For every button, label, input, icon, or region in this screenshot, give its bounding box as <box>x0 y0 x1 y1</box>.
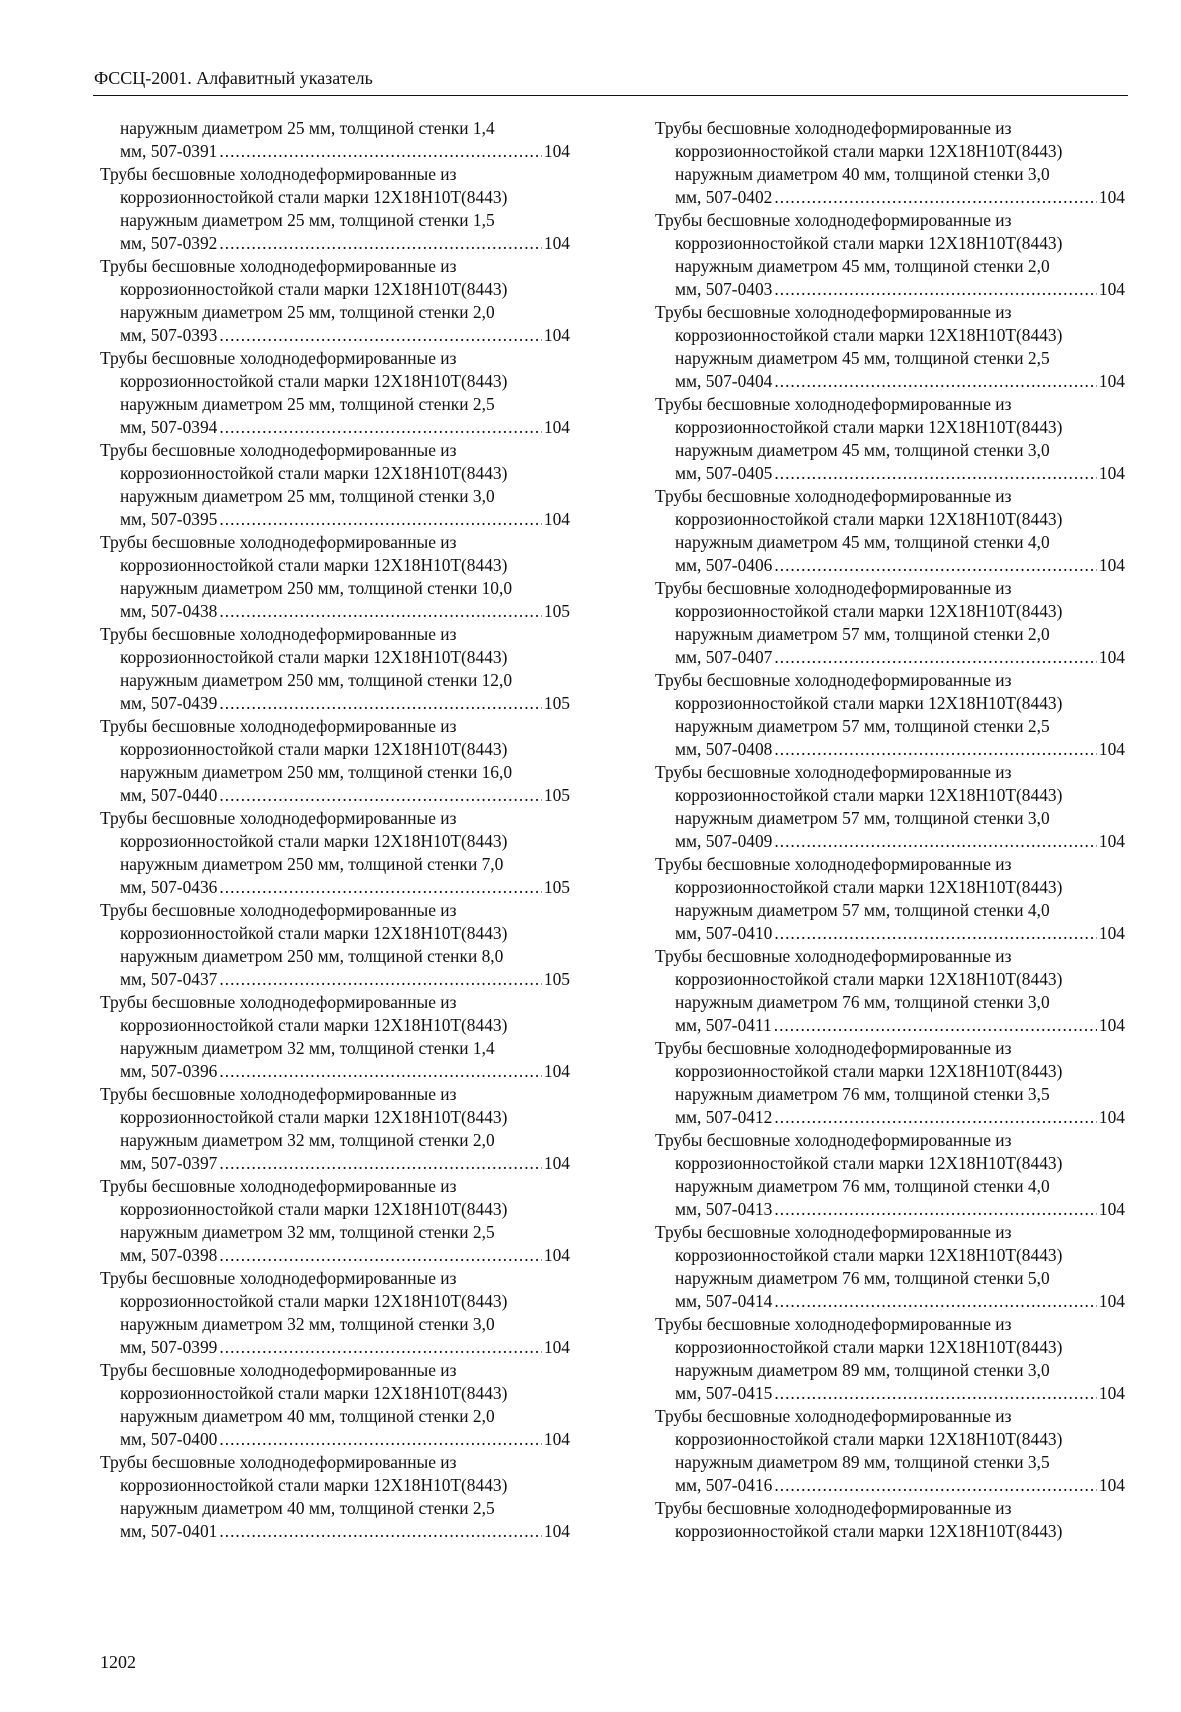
entry-text-line: коррозионностойкой стали марки 12Х18Н10Т(8443) <box>120 1475 508 1495</box>
entry-text-line: наружным диаметром 25 мм, толщиной стенки 1,5 <box>120 210 495 230</box>
entry-reference-line <box>100 1244 570 1267</box>
entry-reference-line <box>100 968 570 991</box>
dot-leader <box>774 462 1097 485</box>
entry-page-ref: 104 <box>543 1245 570 1265</box>
index-entry <box>100 531 570 623</box>
entry-page-ref: 105 <box>543 601 570 621</box>
entry-page-ref: 104 <box>1098 1475 1125 1495</box>
entry-text-line: коррозионностойкой стали марки 12Х18Н10Т(8443) <box>675 1061 1063 1081</box>
index-entry <box>655 1037 1125 1129</box>
entry-text-line: Трубы бесшовные холоднодеформированные из <box>655 1406 1012 1426</box>
dot-leader <box>774 1290 1097 1313</box>
entry-code: мм, 507-0401 <box>120 1521 218 1541</box>
entry-text-line: коррозионностойкой стали марки 12Х18Н10Т(8443) <box>120 1199 508 1219</box>
entry-text-line: наружным диаметром 32 мм, толщиной стенки 3,0 <box>120 1314 495 1334</box>
dot-leader <box>219 968 542 991</box>
entry-page-ref: 104 <box>543 1429 570 1449</box>
entry-text-line: Трубы бесшовные холоднодеформированные из <box>655 946 1012 966</box>
entry-page-ref: 104 <box>543 141 570 161</box>
entry-page-ref: 104 <box>543 1153 570 1173</box>
entry-reference-line <box>100 876 570 899</box>
entry-page-ref: 104 <box>1098 187 1125 207</box>
index-entry <box>100 1267 570 1359</box>
entry-code: мм, 507-0440 <box>120 785 218 805</box>
entry-text-line: Трубы бесшовные холоднодеформированные из <box>100 532 457 552</box>
index-entry <box>100 899 570 991</box>
index-entry <box>100 439 570 531</box>
entry-text-line: Трубы бесшовные холоднодеформированные из <box>100 624 457 644</box>
entry-text-line: наружным диаметром 25 мм, толщиной стенки 2,5 <box>120 394 495 414</box>
entry-text-line: наружным диаметром 250 мм, толщиной стенки 7,0 <box>120 854 504 874</box>
entry-code: мм, 507-0391 <box>120 141 218 161</box>
entry-text-line: наружным диаметром 40 мм, толщиной стенки 3,0 <box>675 164 1050 184</box>
entry-reference-line <box>100 232 570 255</box>
entry-code: мм, 507-0396 <box>120 1061 218 1081</box>
entry-reference-line <box>100 1060 570 1083</box>
entry-code: мм, 507-0436 <box>120 877 218 897</box>
dot-leader <box>774 922 1097 945</box>
entry-text-line: Трубы бесшовные холоднодеформированные из <box>100 1268 457 1288</box>
index-entry <box>655 1405 1125 1497</box>
entry-code: мм, 507-0398 <box>120 1245 218 1265</box>
dot-leader <box>774 370 1097 393</box>
entry-code: мм, 507-0394 <box>120 417 218 437</box>
entry-reference-line <box>655 1474 1125 1497</box>
entry-text-line: наружным диаметром 45 мм, толщиной стенки 2,5 <box>675 348 1050 368</box>
entry-text-line: коррозионностойкой стали марки 12Х18Н10Т(8443) <box>675 233 1063 253</box>
entry-text-line: коррозионностойкой стали марки 12Х18Н10Т(8443) <box>675 969 1063 989</box>
entry-text-line: наружным диаметром 250 мм, толщиной стенки 8,0 <box>120 946 504 966</box>
entry-page-ref: 104 <box>1098 1291 1125 1311</box>
entry-text-line: Трубы бесшовные холоднодеформированные из <box>655 670 1012 690</box>
index-entry <box>655 301 1125 393</box>
entry-text-line: коррозионностойкой стали марки 12Х18Н10Т(8443) <box>120 187 508 207</box>
entry-page-ref: 104 <box>543 509 570 529</box>
entry-text-line: наружным диаметром 89 мм, толщиной стенки 3,0 <box>675 1360 1050 1380</box>
entry-text-line: наружным диаметром 40 мм, толщиной стенки 2,5 <box>120 1498 495 1518</box>
entry-reference-line <box>100 1520 570 1543</box>
entry-text-line: Трубы бесшовные холоднодеформированные из <box>655 1038 1012 1058</box>
entry-reference-line <box>655 554 1125 577</box>
entry-page-ref: 104 <box>1098 555 1125 575</box>
entry-page-ref: 104 <box>1098 371 1125 391</box>
dot-leader <box>774 830 1097 853</box>
entry-code: мм, 507-0403 <box>675 279 773 299</box>
entry-reference-line <box>655 922 1125 945</box>
entry-text-line: Трубы бесшовные холоднодеформированные из <box>655 118 1012 138</box>
dot-leader <box>219 1152 542 1175</box>
entry-reference-line <box>655 1198 1125 1221</box>
entry-reference-line <box>655 1290 1125 1313</box>
entry-text-line: коррозионностойкой стали марки 12Х18Н10Т(8443) <box>675 1245 1063 1265</box>
entry-text-line: Трубы бесшовные холоднодеформированные из <box>100 256 457 276</box>
entry-reference-line <box>655 646 1125 669</box>
entry-text-line: Трубы бесшовные холоднодеформированные из <box>100 1084 457 1104</box>
index-entry <box>655 117 1125 209</box>
entry-page-ref: 104 <box>543 417 570 437</box>
entry-text-line: наружным диаметром 32 мм, толщиной стенки 2,0 <box>120 1130 495 1150</box>
index-entry <box>655 209 1125 301</box>
entry-text-line: Трубы бесшовные холоднодеформированные из <box>655 1314 1012 1334</box>
entry-text-line: коррозионностойкой стали марки 12Х18Н10Т(8443) <box>120 371 508 391</box>
index-entry <box>100 1175 570 1267</box>
entry-code: мм, 507-0405 <box>675 463 773 483</box>
entry-code: мм, 507-0412 <box>675 1107 773 1127</box>
entry-text-line: наружным диаметром 76 мм, толщиной стенки 4,0 <box>675 1176 1050 1196</box>
index-entry <box>655 761 1125 853</box>
index-entry <box>100 347 570 439</box>
entry-page-ref: 104 <box>543 1337 570 1357</box>
entry-text-line: наружным диаметром 57 мм, толщиной стенки 2,5 <box>675 716 1050 736</box>
dot-leader <box>219 1244 542 1267</box>
dot-leader <box>219 140 542 163</box>
page-number: 1202 <box>100 1652 136 1672</box>
dot-leader <box>219 784 542 807</box>
entry-text-line: коррозионностойкой стали марки 12Х18Н10Т(8443) <box>120 279 508 299</box>
entry-text-line: наружным диаметром 250 мм, толщиной стенки 12,0 <box>120 670 513 690</box>
entry-text-line: Трубы бесшовные холоднодеформированные из <box>100 1176 457 1196</box>
entry-reference-line <box>100 600 570 623</box>
entry-text-line: коррозионностойкой стали марки 12Х18Н10Т(8443) <box>120 647 508 667</box>
entry-code: мм, 507-0399 <box>120 1337 218 1357</box>
entry-page-ref: 104 <box>543 1061 570 1081</box>
entry-text-line: коррозионностойкой стали марки 12Х18Н10Т(8443) <box>675 141 1063 161</box>
entry-reference-line <box>655 462 1125 485</box>
entry-text-line: Трубы бесшовные холоднодеформированные из <box>655 1498 1012 1518</box>
dot-leader <box>774 1014 1097 1037</box>
entry-reference-line <box>655 830 1125 853</box>
index-entry <box>100 991 570 1083</box>
entry-text-line: Трубы бесшовные холоднодеформированные из <box>655 1222 1012 1242</box>
entry-text-line: коррозионностойкой стали марки 12Х18Н10Т(8443) <box>675 1521 1063 1541</box>
index-entry <box>100 715 570 807</box>
entry-code: мм, 507-0410 <box>675 923 773 943</box>
dot-leader <box>219 1060 542 1083</box>
entry-text-line: Трубы бесшовные холоднодеформированные из <box>655 302 1012 322</box>
entry-code: мм, 507-0437 <box>120 969 218 989</box>
entry-text-line: коррозионностойкой стали марки 12Х18Н10Т(8443) <box>120 1015 508 1035</box>
entry-page-ref: 104 <box>1098 739 1125 759</box>
entry-code: мм, 507-0439 <box>120 693 218 713</box>
entry-text-line: наружным диаметром 45 мм, толщиной стенки 4,0 <box>675 532 1050 552</box>
entry-text-line: наружным диаметром 45 мм, толщиной стенки 3,0 <box>675 440 1050 460</box>
dot-leader <box>219 416 542 439</box>
entry-text-line: Трубы бесшовные холоднодеформированные из <box>655 210 1012 230</box>
entry-reference-line <box>100 140 570 163</box>
entry-text-line: Трубы бесшовные холоднодеформированные из <box>100 1452 457 1472</box>
entry-code: мм, 507-0400 <box>120 1429 218 1449</box>
entry-code: мм, 507-0392 <box>120 233 218 253</box>
entry-text-line: наружным диаметром 25 мм, толщиной стенки 1,4 <box>120 118 495 138</box>
entry-reference-line <box>655 1106 1125 1129</box>
index-entry <box>655 485 1125 577</box>
dot-leader <box>219 232 542 255</box>
entry-text-line: Трубы бесшовные холоднодеформированные из <box>100 348 457 368</box>
index-entry <box>655 1129 1125 1221</box>
index-entry <box>655 853 1125 945</box>
entry-reference-line <box>655 1382 1125 1405</box>
entry-reference-line <box>655 278 1125 301</box>
entry-page-ref: 104 <box>543 325 570 345</box>
index-entry <box>655 393 1125 485</box>
entry-text-line: коррозионностойкой стали марки 12Х18Н10Т(8443) <box>675 693 1063 713</box>
entry-page-ref: 105 <box>543 877 570 897</box>
running-header <box>93 66 1128 96</box>
entry-text-line: Трубы бесшовные холоднодеформированные из <box>100 716 457 736</box>
entry-text-line: коррозионностойкой стали марки 12Х18Н10Т(8443) <box>120 555 508 575</box>
entry-code: мм, 507-0404 <box>675 371 773 391</box>
entry-code: мм, 507-0406 <box>675 555 773 575</box>
entry-reference-line <box>100 324 570 347</box>
entry-code: мм, 507-0411 <box>675 1015 772 1035</box>
entry-page-ref: 104 <box>1098 1015 1125 1035</box>
entry-text-line: наружным диаметром 76 мм, толщиной стенки 5,0 <box>675 1268 1050 1288</box>
entry-page-ref: 104 <box>1098 1107 1125 1127</box>
entry-text-line: наружным диаметром 76 мм, толщиной стенки 3,5 <box>675 1084 1050 1104</box>
dot-leader <box>219 324 542 347</box>
entry-page-ref: 104 <box>543 1521 570 1541</box>
entry-reference-line <box>655 186 1125 209</box>
entry-text-line: коррозионностойкой стали марки 12Х18Н10Т(8443) <box>120 1291 508 1311</box>
entry-code: мм, 507-0407 <box>675 647 773 667</box>
entry-text-line: наружным диаметром 57 мм, толщиной стенки 4,0 <box>675 900 1050 920</box>
entry-text-line: Трубы бесшовные холоднодеформированные из <box>100 900 457 920</box>
dot-leader <box>774 554 1097 577</box>
entry-page-ref: 104 <box>1098 647 1125 667</box>
index-entry <box>100 163 570 255</box>
entry-reference-line <box>100 508 570 531</box>
entry-page-ref: 105 <box>543 785 570 805</box>
entry-text-line: наружным диаметром 25 мм, толщиной стенки 2,0 <box>120 302 495 322</box>
entry-reference-line <box>100 1152 570 1175</box>
entry-text-line: коррозионностойкой стали марки 12Х18Н10Т(8443) <box>675 325 1063 345</box>
entry-text-line: Трубы бесшовные холоднодеформированные из <box>100 440 457 460</box>
entry-page-ref: 104 <box>1098 463 1125 483</box>
entry-text-line: наружным диаметром 57 мм, толщиной стенки 2,0 <box>675 624 1050 644</box>
entry-code: мм, 507-0409 <box>675 831 773 851</box>
entry-text-line: наружным диаметром 25 мм, толщиной стенки 3,0 <box>120 486 495 506</box>
dot-leader <box>774 186 1097 209</box>
index-entry <box>655 945 1125 1037</box>
entry-code: мм, 507-0415 <box>675 1383 773 1403</box>
dot-leader <box>219 876 542 899</box>
entry-page-ref: 104 <box>1098 923 1125 943</box>
entry-text-line: наружным диаметром 250 мм, толщиной стенки 16,0 <box>120 762 513 782</box>
entry-text-line: Трубы бесшовные холоднодеформированные из <box>655 578 1012 598</box>
index-entry <box>655 669 1125 761</box>
index-entry <box>655 577 1125 669</box>
entry-text-line: наружным диаметром 76 мм, толщиной стенки 3,0 <box>675 992 1050 1012</box>
index-column-left <box>100 117 570 1543</box>
dot-leader <box>774 1382 1097 1405</box>
index-entry <box>655 1497 1125 1543</box>
index-entry <box>100 117 570 163</box>
entry-text-line: Трубы бесшовные холоднодеформированные из <box>100 1360 457 1380</box>
dot-leader <box>219 1428 542 1451</box>
entry-text-line: коррозионностойкой стали марки 12Х18Н10Т(8443) <box>675 1429 1063 1449</box>
entry-text-line: коррозионностойкой стали марки 12Х18Н10Т(8443) <box>675 509 1063 529</box>
entry-text-line: коррозионностойкой стали марки 12Х18Н10Т(8443) <box>120 831 508 851</box>
index-entry <box>100 255 570 347</box>
index-entry <box>100 1451 570 1543</box>
entry-code: мм, 507-0393 <box>120 325 218 345</box>
entry-code: мм, 507-0414 <box>675 1291 773 1311</box>
index-entry <box>100 1083 570 1175</box>
dot-leader <box>219 1336 542 1359</box>
entry-code: мм, 507-0402 <box>675 187 773 207</box>
index-entry <box>100 623 570 715</box>
header-title: ФССЦ-2001. Алфавитный указатель <box>94 68 373 88</box>
entry-text-line: коррозионностойкой стали марки 12Х18Н10Т(8443) <box>675 1153 1063 1173</box>
entry-text-line: наружным диаметром 45 мм, толщиной стенки 2,0 <box>675 256 1050 276</box>
entry-text-line: Трубы бесшовные холоднодеформированные из <box>655 486 1012 506</box>
dot-leader <box>774 738 1097 761</box>
entry-text-line: коррозионностойкой стали марки 12Х18Н10Т(8443) <box>675 877 1063 897</box>
entry-text-line: коррозионностойкой стали марки 12Х18Н10Т(8443) <box>120 1383 508 1403</box>
entry-page-ref: 104 <box>1098 279 1125 299</box>
entry-text-line: Трубы бесшовные холоднодеформированные из <box>655 1130 1012 1150</box>
entry-text-line: коррозионностойкой стали марки 12Х18Н10Т(8443) <box>120 1107 508 1127</box>
index-column-right <box>655 117 1125 1543</box>
index-entry <box>100 807 570 899</box>
index-entry <box>100 1359 570 1451</box>
entry-page-ref: 104 <box>1098 1199 1125 1219</box>
entry-text-line: Трубы бесшовные холоднодеформированные из <box>655 762 1012 782</box>
dot-leader <box>219 1520 542 1543</box>
entry-text-line: коррозионностойкой стали марки 12Х18Н10Т(8443) <box>120 463 508 483</box>
index-entry <box>655 1221 1125 1313</box>
dot-leader <box>774 1106 1097 1129</box>
entry-reference-line <box>100 784 570 807</box>
index-entry <box>655 1313 1125 1405</box>
dot-leader <box>219 600 542 623</box>
dot-leader <box>219 692 542 715</box>
entry-text-line: коррозионностойкой стали марки 12Х18Н10Т(8443) <box>120 739 508 759</box>
entry-page-ref: 104 <box>1098 831 1125 851</box>
entry-text-line: наружным диаметром 40 мм, толщиной стенки 2,0 <box>120 1406 495 1426</box>
entry-reference-line <box>100 692 570 715</box>
dot-leader <box>774 278 1097 301</box>
entry-reference-line <box>655 1014 1125 1037</box>
dot-leader <box>219 508 542 531</box>
entry-code: мм, 507-0438 <box>120 601 218 621</box>
dot-leader <box>774 1474 1097 1497</box>
entry-page-ref: 104 <box>1098 1383 1125 1403</box>
entry-text-line: наружным диаметром 32 мм, толщиной стенки 2,5 <box>120 1222 495 1242</box>
entry-reference-line <box>655 738 1125 761</box>
entry-text-line: Трубы бесшовные холоднодеформированные из <box>100 808 457 828</box>
entry-reference-line <box>100 1428 570 1451</box>
entry-text-line: Трубы бесшовные холоднодеформированные из <box>100 992 457 1012</box>
entry-text-line: наружным диаметром 32 мм, толщиной стенки 1,4 <box>120 1038 495 1058</box>
entry-reference-line <box>655 370 1125 393</box>
entry-text-line: наружным диаметром 250 мм, толщиной стенки 10,0 <box>120 578 513 598</box>
entry-text-line: коррозионностойкой стали марки 12Х18Н10Т(8443) <box>675 1337 1063 1357</box>
entry-reference-line <box>100 416 570 439</box>
entry-reference-line <box>100 1336 570 1359</box>
dot-leader <box>774 646 1097 669</box>
entry-code: мм, 507-0408 <box>675 739 773 759</box>
entry-page-ref: 105 <box>543 969 570 989</box>
entry-text-line: наружным диаметром 89 мм, толщиной стенки 3,5 <box>675 1452 1050 1472</box>
entry-text-line: Трубы бесшовные холоднодеформированные из <box>655 394 1012 414</box>
entry-code: мм, 507-0395 <box>120 509 218 529</box>
entry-text-line: коррозионностойкой стали марки 12Х18Н10Т(8443) <box>120 923 508 943</box>
entry-text-line: Трубы бесшовные холоднодеформированные из <box>655 854 1012 874</box>
dot-leader <box>774 1198 1097 1221</box>
entry-text-line: коррозионностойкой стали марки 12Х18Н10Т(8443) <box>675 785 1063 805</box>
entry-code: мм, 507-0413 <box>675 1199 773 1219</box>
entry-text-line: наружным диаметром 57 мм, толщиной стенки 3,0 <box>675 808 1050 828</box>
entry-text-line: Трубы бесшовные холоднодеформированные из <box>100 164 457 184</box>
entry-text-line: коррозионностойкой стали марки 12Х18Н10Т(8443) <box>675 601 1063 621</box>
entry-code: мм, 507-0416 <box>675 1475 773 1495</box>
entry-page-ref: 105 <box>543 693 570 713</box>
entry-page-ref: 104 <box>543 233 570 253</box>
entry-text-line: коррозионностойкой стали марки 12Х18Н10Т(8443) <box>675 417 1063 437</box>
entry-code: мм, 507-0397 <box>120 1153 218 1173</box>
